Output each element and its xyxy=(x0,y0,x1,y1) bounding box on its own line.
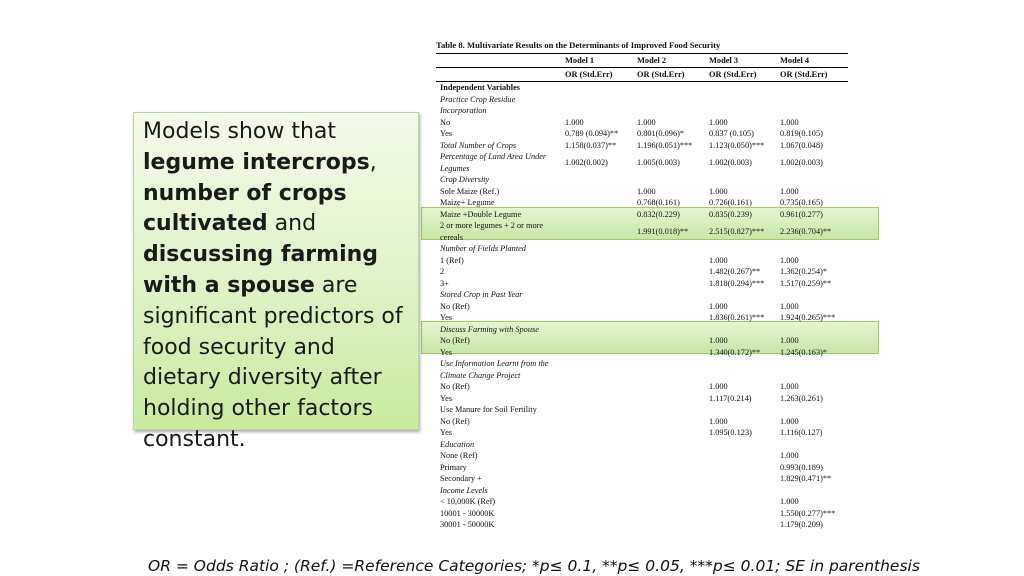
row-label: Crop Diversity xyxy=(440,175,490,184)
table-row xyxy=(436,427,848,439)
table-row xyxy=(436,266,848,278)
table-row xyxy=(436,209,848,221)
model-2-value: 0.832(0.229) xyxy=(637,209,680,219)
row-label: None (Ref) xyxy=(440,451,478,460)
model-1-value: 0.789 (0.094)** xyxy=(565,129,619,138)
model-1-value: 1.158(0.037)** xyxy=(565,140,617,150)
row-label: 1 (Ref) xyxy=(440,255,464,265)
row-label: 2 xyxy=(440,267,445,276)
table-row xyxy=(436,508,848,520)
model-2-value: 1.196(0.051)*** xyxy=(637,140,693,150)
subheader-row xyxy=(436,68,848,82)
model-3-value: 1.095(0.123) xyxy=(709,428,752,437)
row-label: No xyxy=(440,117,451,127)
model-4-value: 1.000 xyxy=(780,451,799,460)
table-row xyxy=(436,174,848,186)
table-row xyxy=(436,128,848,140)
model-4-value: 1.002(0.003) xyxy=(780,158,823,167)
row-label: Primary xyxy=(440,462,467,472)
model-4-value: 1.829(0.471)** xyxy=(780,474,832,483)
table-row xyxy=(436,151,848,174)
model-4-value: 1.000 xyxy=(780,117,799,127)
table-row xyxy=(436,473,848,485)
row-label: Stored Crop in Past Year xyxy=(440,290,523,299)
model-4-value: 1.263(0.261) xyxy=(780,393,823,403)
model-4-value: 1.000 xyxy=(780,336,799,345)
row-label: < 10,000K (Ref) xyxy=(440,497,496,506)
model-4-value: 2.236(0.704)** xyxy=(780,227,832,236)
model-3-value: 1.000 xyxy=(709,301,728,311)
model-header-row xyxy=(436,54,848,68)
table-body xyxy=(436,82,848,531)
model-4-value: 1.550(0.277)*** xyxy=(780,508,836,518)
model-1-value: 1.002(0.002) xyxy=(565,158,608,167)
summary-callout xyxy=(133,112,419,452)
model-4-value: 1.179(0.209) xyxy=(780,520,823,529)
model-1-header: Model 1 xyxy=(565,56,595,65)
model-3-value: 1.836(0.261)*** xyxy=(709,313,765,322)
row-label: Independent Variables xyxy=(440,83,520,92)
row-label: 30001 - 50000K xyxy=(440,520,495,529)
row-label: Secondary + xyxy=(440,474,482,483)
row-label: Yes xyxy=(440,428,453,437)
subheader-3: OR (Std.Err) xyxy=(709,70,757,79)
model-3-value: 2.515(0.827)*** xyxy=(709,227,765,236)
row-label: Number of Fields Planted xyxy=(440,244,526,253)
row-label: No (Ref) xyxy=(440,301,470,311)
table-row xyxy=(436,393,848,405)
callout-text-3: and xyxy=(267,211,317,237)
model-4-value: 1.000 xyxy=(780,255,799,265)
model-4-value: 0.993(0.189) xyxy=(780,462,823,472)
table-row xyxy=(436,347,848,359)
table-row xyxy=(436,404,848,416)
model-4-value: 1.000 xyxy=(780,497,799,506)
row-label: 2 or more legumes + 2 or more cereals xyxy=(440,221,544,242)
callout-text-2: , xyxy=(369,149,377,175)
model-1-value: 1.000 xyxy=(565,117,584,127)
model-3-value: 1.482(0.267)** xyxy=(709,267,761,276)
table-row xyxy=(436,324,848,336)
callout-bold-legume: legume intercrops xyxy=(143,149,370,175)
callout-text-4: are significant predictors of food security and dietary diversity after holding other factors constant. xyxy=(143,272,403,452)
row-label: Yes xyxy=(440,393,453,403)
table-row xyxy=(436,140,848,152)
row-label: Percentage of Land Area Under Legumes xyxy=(440,152,547,173)
callout-bold-crops: number of crops cultivated xyxy=(143,180,347,237)
row-label: Use Manure for Soil Fertility xyxy=(440,405,537,414)
model-3-value: 1.000 xyxy=(709,416,728,426)
row-label: No (Ref) xyxy=(440,416,470,426)
model-2-value: 1.000 xyxy=(637,117,656,127)
model-3-value: 1.818(0.294)*** xyxy=(709,278,765,288)
row-label: Maize+ Legume xyxy=(440,198,495,207)
model-4-value: 0.819(0.105) xyxy=(780,129,823,138)
row-label: Sole Maize (Ref.) xyxy=(440,186,500,196)
row-label: Incorporation xyxy=(440,106,487,115)
row-label: No (Ref) xyxy=(440,382,470,391)
footnote: OR = Odds Ratio ; (Ref.) =Reference Categories; *p≤ 0.1, **p≤ 0.05, ***p≤ 0.01; SE in parenthesis xyxy=(148,557,920,575)
table-row xyxy=(436,117,848,129)
row-label: Education xyxy=(440,439,475,449)
row-label: Income Levels xyxy=(440,485,488,495)
table-row xyxy=(436,243,848,255)
row-label: No (Ref) xyxy=(440,336,470,345)
row-label: Yes xyxy=(440,347,453,357)
model-4-value: 0.961(0.277) xyxy=(780,209,823,219)
callout-bold-spouse: discussing farming with a spouse xyxy=(143,242,379,298)
model-4-value: 1.245(0.163)* xyxy=(780,347,828,357)
model-3-value: 1.123(0.050)*** xyxy=(709,140,765,150)
row-label: 3+ xyxy=(440,278,449,288)
table-row xyxy=(436,301,848,313)
table-row xyxy=(436,381,848,393)
model-3-value: 1.000 xyxy=(709,186,728,196)
model-3-value: 0.835(0.239) xyxy=(709,209,752,219)
row-label: Use Information Learnt from the Climate Change Project xyxy=(440,359,549,380)
model-4-value: 1.362(0.254)* xyxy=(780,267,828,276)
model-3-value: 1.000 xyxy=(709,382,728,391)
model-4-value: 1.000 xyxy=(780,186,799,196)
table-row xyxy=(436,416,848,428)
callout-text-1: Models show that xyxy=(143,119,337,144)
table-row xyxy=(436,496,848,508)
subheader-1: OR (Std.Err) xyxy=(565,70,613,79)
row-label: Total Number of Crops xyxy=(440,140,517,150)
table-title: Table 8. Multivariate Results on the Determinants of Improved Food Security xyxy=(436,38,848,54)
model-4-header: Model 4 xyxy=(780,56,810,65)
model-3-value: 1.117(0.214) xyxy=(709,393,752,403)
model-4-value: 1.000 xyxy=(780,382,799,391)
table-row xyxy=(436,278,848,290)
model-2-header: Model 2 xyxy=(637,56,667,65)
model-2-value: 0.801(0.096)* xyxy=(637,129,685,138)
row-label: Discuss Farming with Spouse xyxy=(440,324,539,334)
model-3-value: 1.000 xyxy=(709,336,728,345)
table-row xyxy=(436,358,848,381)
row-label: Yes xyxy=(440,129,453,138)
table-row xyxy=(436,335,848,347)
model-4-value: 1.000 xyxy=(780,301,799,311)
row-label: 10001 - 30000K xyxy=(440,508,495,518)
table-row xyxy=(436,82,848,94)
model-3-header: Model 3 xyxy=(709,56,739,65)
results-table xyxy=(436,38,848,531)
model-3-value: 1.000 xyxy=(709,117,728,127)
row-label: Maize +Double Legume xyxy=(440,209,522,219)
model-4-value: 1.116(0.127) xyxy=(780,428,823,437)
table-row xyxy=(436,439,848,451)
subheader-2: OR (Std.Err) xyxy=(637,70,685,79)
model-3-value: 0.726(0.161) xyxy=(709,198,752,207)
table-row xyxy=(436,450,848,462)
model-2-value: 0.768(0.161) xyxy=(637,198,680,207)
table-row xyxy=(436,220,848,243)
row-label: Practice Crop Residue xyxy=(440,94,516,104)
table-row xyxy=(436,105,848,117)
model-2-value: 1.000 xyxy=(637,186,656,196)
model-3-value: 1.000 xyxy=(709,255,728,265)
model-2-value: 1.005(0.003) xyxy=(637,158,680,167)
model-2-value: 1.991(0.018)** xyxy=(637,227,689,236)
model-4-value: 1.517(0.259)** xyxy=(780,278,832,288)
model-3-value: 1.002(0.003) xyxy=(709,158,752,167)
table-row xyxy=(436,94,848,106)
table-row xyxy=(436,186,848,198)
model-3-value: 1.340(0.172)** xyxy=(709,347,761,357)
model-3-value: 0.837 (0.105) xyxy=(709,129,754,138)
model-4-value: 1.924(0.265)*** xyxy=(780,313,836,322)
model-4-value: 0.735(0.165) xyxy=(780,198,823,207)
row-label: Yes xyxy=(440,313,453,322)
table-row xyxy=(436,462,848,474)
table-row xyxy=(436,519,848,531)
model-4-value: 1.067(0.048) xyxy=(780,140,823,150)
table-row xyxy=(436,255,848,267)
model-4-value: 1.000 xyxy=(780,416,799,426)
table-row xyxy=(436,312,848,324)
table-row xyxy=(436,197,848,209)
subheader-4: OR (Std.Err) xyxy=(780,70,828,79)
table-row xyxy=(436,289,848,301)
table-row xyxy=(436,485,848,497)
